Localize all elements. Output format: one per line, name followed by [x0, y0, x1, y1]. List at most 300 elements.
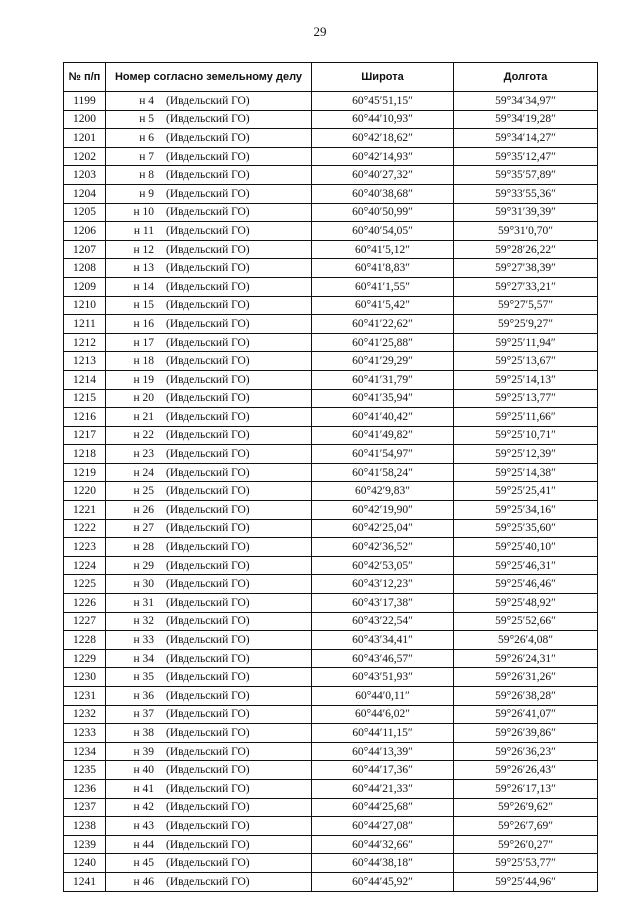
- land-case-cell: [106, 501, 312, 520]
- table-row: [64, 389, 598, 408]
- district-name: (Ивдельский ГО): [166, 801, 250, 814]
- district-name: (Ивдельский ГО): [166, 187, 250, 200]
- land-case-cell: [106, 426, 312, 445]
- longitude-cell: 59°26′39,86″: [454, 724, 598, 743]
- land-case-cell: [106, 166, 312, 185]
- row-number-cell: 1231: [64, 687, 106, 706]
- land-case-cell: [106, 556, 312, 575]
- district-name: (Ивдельский ГО): [166, 262, 250, 275]
- district-name: (Ивдельский ГО): [166, 280, 250, 293]
- district-name: (Ивдельский ГО): [166, 596, 250, 609]
- longitude-cell: 59°25′44,96″: [454, 872, 598, 891]
- longitude-cell: 59°25′48,92″: [454, 594, 598, 613]
- row-number-cell: 1230: [64, 668, 106, 687]
- longitude-cell: 59°25′14,13″: [454, 370, 598, 389]
- land-case-cell: [106, 854, 312, 873]
- latitude-cell: 60°42′18,62″: [312, 129, 454, 148]
- district-name: (Ивдельский ГО): [166, 224, 250, 237]
- point-code: н 12: [133, 243, 154, 256]
- longitude-cell: 59°35′57,89″: [454, 166, 598, 185]
- land-case-cell: [106, 779, 312, 798]
- latitude-cell: 60°43′17,38″: [312, 594, 454, 613]
- table-row: [64, 482, 598, 501]
- table-row: [64, 463, 598, 482]
- table-row: [64, 166, 598, 185]
- land-case-cell: [106, 222, 312, 241]
- longitude-cell: 59°25′46,46″: [454, 575, 598, 594]
- point-code: н 13: [133, 262, 154, 275]
- point-code: н 34: [133, 652, 154, 665]
- latitude-cell: 60°42′9,83″: [312, 482, 454, 501]
- point-code: н 21: [133, 410, 154, 423]
- table-row: [64, 779, 598, 798]
- land-case-cell: [106, 315, 312, 334]
- district-name: (Ивдельский ГО): [166, 634, 250, 647]
- header-latitude: Широта: [312, 63, 454, 92]
- land-case-cell: [106, 705, 312, 724]
- table-row: [64, 296, 598, 315]
- district-name: (Ивдельский ГО): [166, 206, 250, 219]
- row-number-cell: 1226: [64, 594, 106, 613]
- row-number-cell: 1221: [64, 501, 106, 520]
- longitude-cell: 59°34′19,28″: [454, 110, 598, 129]
- district-name: (Ивдельский ГО): [166, 113, 250, 126]
- row-number-cell: 1206: [64, 222, 106, 241]
- point-code: н 36: [133, 689, 154, 702]
- district-name: (Ивдельский ГО): [166, 559, 250, 572]
- table-row: [64, 147, 598, 166]
- latitude-cell: 60°44′27,08″: [312, 817, 454, 836]
- row-number-cell: 1214: [64, 370, 106, 389]
- land-case-cell: [106, 742, 312, 761]
- latitude-cell: 60°42′53,05″: [312, 556, 454, 575]
- land-case-cell: [106, 240, 312, 259]
- point-code: н 16: [133, 317, 154, 330]
- table-row: [64, 259, 598, 278]
- latitude-cell: 60°44′25,68″: [312, 798, 454, 817]
- longitude-cell: 59°25′46,31″: [454, 556, 598, 575]
- point-code: н 20: [133, 392, 154, 405]
- point-code: н 31: [133, 596, 154, 609]
- land-case-cell: [106, 724, 312, 743]
- land-case-cell: [106, 352, 312, 371]
- district-name: (Ивдельский ГО): [166, 150, 250, 163]
- table-row: [64, 519, 598, 538]
- table-row: [64, 222, 598, 241]
- longitude-cell: 59°25′13,77″: [454, 389, 598, 408]
- longitude-cell: 59°25′12,39″: [454, 445, 598, 464]
- district-name: (Ивдельский ГО): [166, 671, 250, 684]
- row-number-cell: 1235: [64, 761, 106, 780]
- district-name: (Ивдельский ГО): [166, 336, 250, 349]
- table-row: [64, 110, 598, 129]
- land-case-cell: [106, 370, 312, 389]
- point-code: н 33: [133, 634, 154, 647]
- table-row: [64, 872, 598, 891]
- longitude-cell: 59°25′9,27″: [454, 315, 598, 334]
- land-case-cell: [106, 519, 312, 538]
- land-case-cell: [106, 389, 312, 408]
- latitude-cell: 60°44′38,18″: [312, 854, 454, 873]
- row-number-cell: 1241: [64, 872, 106, 891]
- longitude-cell: 59°27′5,57″: [454, 296, 598, 315]
- point-code: н 22: [133, 429, 154, 442]
- row-number-cell: 1229: [64, 649, 106, 668]
- row-number-cell: 1216: [64, 408, 106, 427]
- land-case-cell: [106, 203, 312, 222]
- district-name: (Ивдельский ГО): [166, 689, 250, 702]
- table-row: [64, 631, 598, 650]
- table-row: [64, 315, 598, 334]
- district-name: (Ивдельский ГО): [166, 373, 250, 386]
- point-code: н 44: [133, 838, 154, 851]
- district-name: (Ивдельский ГО): [166, 782, 250, 795]
- longitude-cell: 59°25′52,66″: [454, 612, 598, 631]
- latitude-cell: 60°45′51,15″: [312, 92, 454, 111]
- row-number-cell: 1199: [64, 92, 106, 111]
- row-number-cell: 1224: [64, 556, 106, 575]
- row-number-cell: 1201: [64, 129, 106, 148]
- latitude-cell: 60°41′5,42″: [312, 296, 454, 315]
- district-name: (Ивдельский ГО): [166, 726, 250, 739]
- latitude-cell: 60°41′5,12″: [312, 240, 454, 259]
- land-case-cell: [106, 817, 312, 836]
- land-case-cell: [106, 147, 312, 166]
- point-code: н 25: [133, 485, 154, 498]
- longitude-cell: 59°26′9,62″: [454, 798, 598, 817]
- latitude-cell: 60°43′12,23″: [312, 575, 454, 594]
- latitude-cell: 60°43′22,54″: [312, 612, 454, 631]
- longitude-cell: 59°26′31,26″: [454, 668, 598, 687]
- land-case-cell: [106, 612, 312, 631]
- latitude-cell: 60°40′54,05″: [312, 222, 454, 241]
- point-code: н 37: [133, 708, 154, 721]
- point-code: н 27: [133, 522, 154, 535]
- latitude-cell: 60°42′19,90″: [312, 501, 454, 520]
- land-case-cell: [106, 482, 312, 501]
- coordinates-table: [63, 62, 598, 892]
- point-code: н 6: [139, 131, 154, 144]
- land-case-cell: [106, 259, 312, 278]
- point-code: н 40: [133, 764, 154, 777]
- land-case-cell: [106, 631, 312, 650]
- table-row: [64, 575, 598, 594]
- longitude-cell: 59°26′17,13″: [454, 779, 598, 798]
- longitude-cell: 59°26′38,28″: [454, 687, 598, 706]
- land-case-cell: [106, 668, 312, 687]
- table-row: [64, 854, 598, 873]
- table-row: [64, 445, 598, 464]
- point-code: н 14: [133, 280, 154, 293]
- latitude-cell: 60°41′8,83″: [312, 259, 454, 278]
- land-case-cell: [106, 92, 312, 111]
- latitude-cell: 60°42′14,93″: [312, 147, 454, 166]
- table-row: [64, 556, 598, 575]
- point-code: н 46: [133, 875, 154, 888]
- latitude-cell: 60°43′34,41″: [312, 631, 454, 650]
- longitude-cell: 59°33′55,36″: [454, 184, 598, 203]
- land-case-cell: [106, 184, 312, 203]
- point-code: н 42: [133, 801, 154, 814]
- district-name: (Ивдельский ГО): [166, 745, 250, 758]
- row-number-cell: 1222: [64, 519, 106, 538]
- land-case-cell: [106, 333, 312, 352]
- table-row: [64, 277, 598, 296]
- district-name: (Ивдельский ГО): [166, 522, 250, 535]
- point-code: н 24: [133, 466, 154, 479]
- latitude-cell: 60°41′49,82″: [312, 426, 454, 445]
- row-number-cell: 1219: [64, 463, 106, 482]
- longitude-cell: 59°25′40,10″: [454, 538, 598, 557]
- district-name: (Ивдельский ГО): [166, 429, 250, 442]
- point-code: н 29: [133, 559, 154, 572]
- row-number-cell: 1228: [64, 631, 106, 650]
- table-row: [64, 817, 598, 836]
- point-code: н 26: [133, 503, 154, 516]
- point-code: н 9: [139, 187, 154, 200]
- latitude-cell: 60°41′22,62″: [312, 315, 454, 334]
- longitude-cell: 59°26′26,43″: [454, 761, 598, 780]
- land-case-cell: [106, 463, 312, 482]
- header-row: [64, 63, 598, 92]
- district-name: (Ивдельский ГО): [166, 169, 250, 182]
- latitude-cell: 60°43′51,93″: [312, 668, 454, 687]
- row-number-cell: 1212: [64, 333, 106, 352]
- land-case-cell: [106, 798, 312, 817]
- longitude-cell: 59°26′4,08″: [454, 631, 598, 650]
- point-code: н 5: [139, 113, 154, 126]
- row-number-cell: 1220: [64, 482, 106, 501]
- point-code: н 4: [139, 94, 154, 107]
- point-code: н 35: [133, 671, 154, 684]
- point-code: н 19: [133, 373, 154, 386]
- row-number-cell: 1204: [64, 184, 106, 203]
- longitude-cell: 59°27′33,21″: [454, 277, 598, 296]
- table-row: [64, 184, 598, 203]
- row-number-cell: 1240: [64, 854, 106, 873]
- longitude-cell: 59°35′12,47″: [454, 147, 598, 166]
- land-case-cell: [106, 129, 312, 148]
- longitude-cell: 59°34′34,97″: [454, 92, 598, 111]
- row-number-cell: 1205: [64, 203, 106, 222]
- longitude-cell: 59°25′14,38″: [454, 463, 598, 482]
- longitude-cell: 59°25′11,66″: [454, 408, 598, 427]
- latitude-cell: 60°44′0,11″: [312, 687, 454, 706]
- land-case-cell: [106, 687, 312, 706]
- row-number-cell: 1202: [64, 147, 106, 166]
- point-code: н 11: [133, 224, 154, 237]
- district-name: (Ивдельский ГО): [166, 503, 250, 516]
- row-number-cell: 1215: [64, 389, 106, 408]
- land-case-cell: [106, 538, 312, 557]
- latitude-cell: 60°41′58,24″: [312, 463, 454, 482]
- row-number-cell: 1208: [64, 259, 106, 278]
- latitude-cell: 60°41′40,42″: [312, 408, 454, 427]
- table-row: [64, 129, 598, 148]
- longitude-cell: 59°26′0,27″: [454, 835, 598, 854]
- point-code: н 17: [133, 336, 154, 349]
- land-case-cell: [106, 296, 312, 315]
- table-row: [64, 240, 598, 259]
- row-number-cell: 1236: [64, 779, 106, 798]
- row-number-cell: 1217: [64, 426, 106, 445]
- longitude-cell: 59°25′13,67″: [454, 352, 598, 371]
- row-number-cell: 1213: [64, 352, 106, 371]
- longitude-cell: 59°25′35,60″: [454, 519, 598, 538]
- table-row: [64, 333, 598, 352]
- row-number-cell: 1207: [64, 240, 106, 259]
- latitude-cell: 60°44′32,66″: [312, 835, 454, 854]
- district-name: (Ивдельский ГО): [166, 764, 250, 777]
- latitude-cell: 60°41′1,55″: [312, 277, 454, 296]
- latitude-cell: 60°44′21,33″: [312, 779, 454, 798]
- longitude-cell: 59°26′41,07″: [454, 705, 598, 724]
- point-code: н 41: [133, 782, 154, 795]
- land-case-cell: [106, 649, 312, 668]
- row-number-cell: 1209: [64, 277, 106, 296]
- longitude-cell: 59°27′38,39″: [454, 259, 598, 278]
- table-row: [64, 594, 598, 613]
- district-name: (Ивдельский ГО): [166, 448, 250, 461]
- header-longitude: Долгота: [454, 63, 598, 92]
- table-row: [64, 426, 598, 445]
- latitude-cell: 60°44′17,36″: [312, 761, 454, 780]
- point-code: н 38: [133, 726, 154, 739]
- point-code: н 10: [133, 206, 154, 219]
- longitude-cell: 59°25′34,16″: [454, 501, 598, 520]
- district-name: (Ивдельский ГО): [166, 652, 250, 665]
- row-number-cell: 1237: [64, 798, 106, 817]
- table-row: [64, 203, 598, 222]
- district-name: (Ивдельский ГО): [166, 243, 250, 256]
- latitude-cell: 60°44′45,92″: [312, 872, 454, 891]
- land-case-cell: [106, 110, 312, 129]
- row-number-cell: 1239: [64, 835, 106, 854]
- point-code: н 32: [133, 615, 154, 628]
- latitude-cell: 60°40′38,68″: [312, 184, 454, 203]
- table-row: [64, 668, 598, 687]
- table-row: [64, 761, 598, 780]
- table-row: [64, 408, 598, 427]
- land-case-cell: [106, 408, 312, 427]
- table-body: [64, 92, 598, 892]
- district-name: (Ивдельский ГО): [166, 410, 250, 423]
- row-number-cell: 1210: [64, 296, 106, 315]
- latitude-cell: 60°42′25,04″: [312, 519, 454, 538]
- district-name: (Ивдельский ГО): [166, 857, 250, 870]
- district-name: (Ивдельский ГО): [166, 94, 250, 107]
- latitude-cell: 60°44′10,93″: [312, 110, 454, 129]
- point-code: н 30: [133, 578, 154, 591]
- latitude-cell: 60°44′11,15″: [312, 724, 454, 743]
- row-number-cell: 1203: [64, 166, 106, 185]
- longitude-cell: 59°25′11,94″: [454, 333, 598, 352]
- latitude-cell: 60°41′54,97″: [312, 445, 454, 464]
- point-code: н 15: [133, 299, 154, 312]
- point-code: н 7: [139, 150, 154, 163]
- point-code: н 43: [133, 819, 154, 832]
- district-name: (Ивдельский ГО): [166, 875, 250, 888]
- longitude-cell: 59°25′25,41″: [454, 482, 598, 501]
- point-code: н 18: [133, 355, 154, 368]
- district-name: (Ивдельский ГО): [166, 466, 250, 479]
- point-code: н 45: [133, 857, 154, 870]
- row-number-cell: 1234: [64, 742, 106, 761]
- table-row: [64, 705, 598, 724]
- longitude-cell: 59°28′26,22″: [454, 240, 598, 259]
- latitude-cell: 60°40′27,32″: [312, 166, 454, 185]
- page-number: 29: [313, 24, 327, 39]
- table-row: [64, 538, 598, 557]
- point-code: н 28: [133, 541, 154, 554]
- header-land-case-number: Номер согласно земельному делу: [106, 63, 312, 92]
- row-number-cell: 1232: [64, 705, 106, 724]
- row-number-cell: 1238: [64, 817, 106, 836]
- table-row: [64, 798, 598, 817]
- district-name: (Ивдельский ГО): [166, 708, 250, 721]
- table-row: [64, 92, 598, 111]
- longitude-cell: 59°26′36,23″: [454, 742, 598, 761]
- row-number-cell: 1225: [64, 575, 106, 594]
- district-name: (Ивдельский ГО): [166, 578, 250, 591]
- table-row: [64, 352, 598, 371]
- land-case-cell: [106, 594, 312, 613]
- land-case-cell: [106, 575, 312, 594]
- longitude-cell: 59°26′24,31″: [454, 649, 598, 668]
- district-name: (Ивдельский ГО): [166, 355, 250, 368]
- row-number-cell: 1200: [64, 110, 106, 129]
- latitude-cell: 60°40′50,99″: [312, 203, 454, 222]
- longitude-cell: 59°25′53,77″: [454, 854, 598, 873]
- table-row: [64, 501, 598, 520]
- district-name: (Ивдельский ГО): [166, 299, 250, 312]
- land-case-cell: [106, 445, 312, 464]
- latitude-cell: 60°44′13,39″: [312, 742, 454, 761]
- latitude-cell: 60°43′46,57″: [312, 649, 454, 668]
- district-name: (Ивдельский ГО): [166, 838, 250, 851]
- point-code: н 23: [133, 448, 154, 461]
- table-row: [64, 370, 598, 389]
- point-code: н 8: [139, 169, 154, 182]
- latitude-cell: 60°41′35,94″: [312, 389, 454, 408]
- district-name: (Ивдельский ГО): [166, 485, 250, 498]
- table-row: [64, 835, 598, 854]
- point-code: н 39: [133, 745, 154, 758]
- row-number-cell: 1218: [64, 445, 106, 464]
- longitude-cell: 59°31′0,70″: [454, 222, 598, 241]
- land-case-cell: [106, 761, 312, 780]
- longitude-cell: 59°26′7,69″: [454, 817, 598, 836]
- latitude-cell: 60°41′31,79″: [312, 370, 454, 389]
- table-row: [64, 612, 598, 631]
- row-number-cell: 1233: [64, 724, 106, 743]
- land-case-cell: [106, 835, 312, 854]
- latitude-cell: 60°41′29,29″: [312, 352, 454, 371]
- header-row-number: № п/п: [64, 63, 106, 92]
- table-row: [64, 724, 598, 743]
- latitude-cell: 60°41′25,88″: [312, 333, 454, 352]
- row-number-cell: 1211: [64, 315, 106, 334]
- district-name: (Ивдельский ГО): [166, 317, 250, 330]
- table-row: [64, 742, 598, 761]
- longitude-cell: 59°25′10,71″: [454, 426, 598, 445]
- latitude-cell: 60°42′36,52″: [312, 538, 454, 557]
- land-case-cell: [106, 872, 312, 891]
- row-number-cell: 1227: [64, 612, 106, 631]
- land-case-cell: [106, 277, 312, 296]
- table-row: [64, 687, 598, 706]
- district-name: (Ивдельский ГО): [166, 819, 250, 832]
